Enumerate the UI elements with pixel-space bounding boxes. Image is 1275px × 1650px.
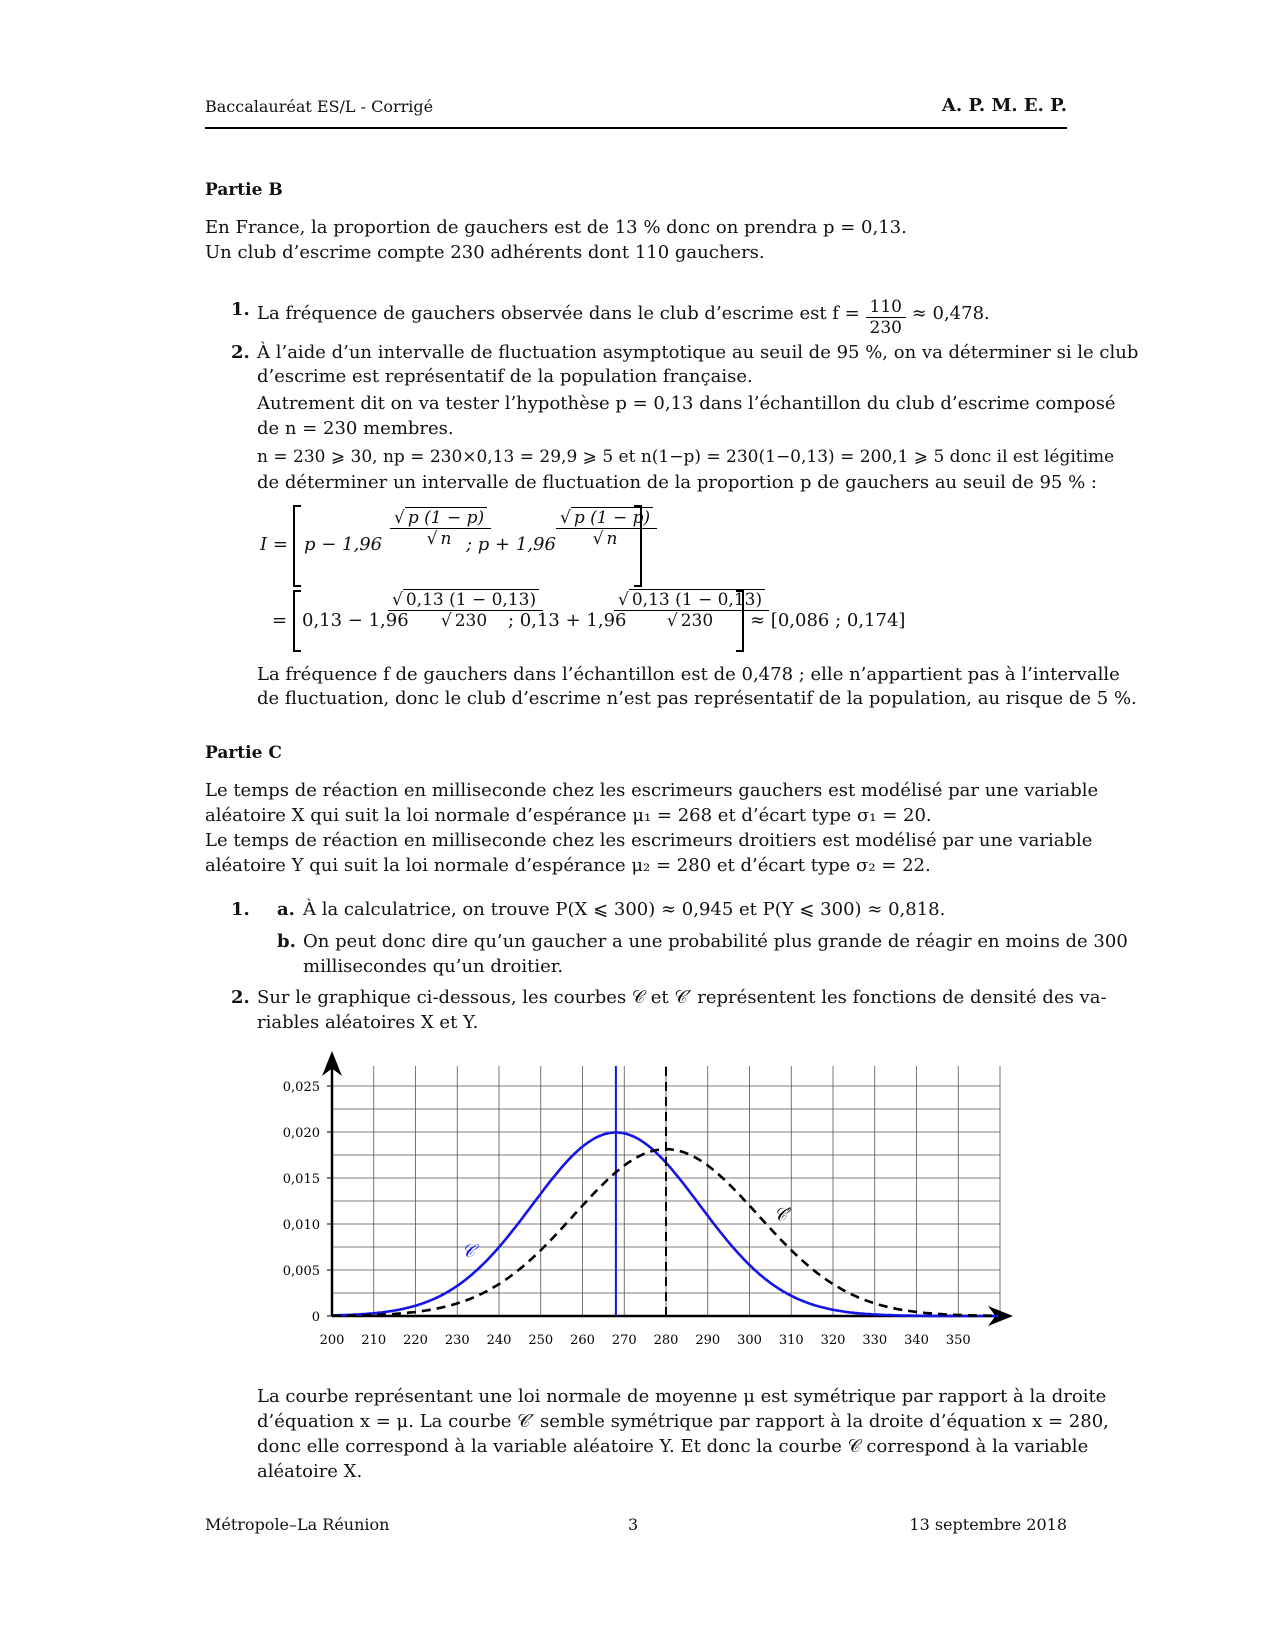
y-tick-label: 0 xyxy=(311,1310,320,1325)
y-tick-label: 0,025 xyxy=(282,1080,320,1095)
x-tick-label: 210 xyxy=(361,1333,387,1348)
frac2-den: n xyxy=(604,528,621,549)
partB-q1-result: ≈ 0,478. xyxy=(911,303,990,324)
partC-conclusion4: aléatoire X. xyxy=(257,1461,363,1482)
formula2-sep: ; 0,13 + 1,96 xyxy=(508,610,627,631)
partB-conclusion2: de fluctuation, donc le club d’escrime n’est pas représentatif de la population, au risque de 5 %. xyxy=(257,688,1137,709)
x-tick-label: 310 xyxy=(778,1333,804,1348)
formula-p-plus: ; p + 1,96 xyxy=(466,534,556,555)
formula-p-minus: p − 1,96 xyxy=(304,534,383,555)
partC-q2-number: 2. xyxy=(231,987,250,1008)
partB-conclusion1: La fréquence f de gauchers dans l’échantillon est de 0,478 ; elle n’appartient pas à l’intervalle xyxy=(257,664,1120,685)
curve-label: 𝒞 xyxy=(461,1240,475,1262)
partC-intro1: Le temps de réaction en milliseconde chez les escrimeurs gauchers est modélisé par une variable xyxy=(205,780,1099,801)
frac1-sqrt: p (1 − p) xyxy=(405,507,487,528)
x-tick-label: 290 xyxy=(695,1333,721,1348)
x-tick-label: 300 xyxy=(737,1333,762,1348)
partB-q2-line1: À l’aide d’un intervalle de fluctuation asymptotique au seuil de 95 %, on va déterminer si le club xyxy=(257,342,1139,363)
partB-q1-text: La fréquence de gauchers observée dans le club d’escrime est f = xyxy=(257,303,860,324)
footer-left: Métropole–La Réunion xyxy=(205,1515,390,1534)
x-tick-label: 330 xyxy=(862,1333,888,1348)
f2-frac2-numerator: √ 0,13 (1 − 0,13) xyxy=(614,590,769,611)
partC-q2-line1: Sur le graphique ci-dessous, les courbes 𝒞 et 𝒞′ représentent les fonctions de densité des va- xyxy=(257,987,1107,1008)
partC-title: Partie C xyxy=(205,743,282,763)
f2-frac2-denominator: √ 230 xyxy=(614,611,769,631)
formula2-result: ≈ [0,086 ; 0,174] xyxy=(750,610,906,631)
frac1-denominator: √ n xyxy=(390,529,491,549)
curve-label: 𝒞′ xyxy=(773,1204,791,1226)
x-tick-label: 320 xyxy=(820,1333,846,1348)
header-left: Baccalauréat ES/L - Corrigé xyxy=(205,97,434,116)
frac2-sqrt: p (1 − p) xyxy=(571,507,653,528)
x-tick-label: 220 xyxy=(403,1333,428,1348)
fraction-numerator: 110 xyxy=(866,297,906,318)
partB-q2-line3: Autrement dit on va tester l’hypothèse p = 0,13 dans l’échantillon du club d’escrime composé xyxy=(257,393,1116,414)
partB-q2-line5: n = 230 ⩾ 30, np = 230×0,13 = 29,9 ⩾ 5 et n(1−p) = 230(1−0,13) = 200,1 ⩾ 5 donc il est légitime xyxy=(257,447,1115,467)
frac2-numerator: √ p (1 − p) xyxy=(556,508,657,529)
frac2-denominator: √ n xyxy=(556,529,657,549)
frac1-numerator: √ p (1 − p) xyxy=(390,508,491,529)
f2-frac2-sqrt: 0,13 (1 − 0,13) xyxy=(629,589,765,610)
partB-intro1: En France, la proportion de gauchers est de 13 % donc on prendra p = 0,13. xyxy=(205,217,907,238)
y-tick-label: 0,020 xyxy=(282,1126,320,1141)
partC-q1a: À la calculatrice, on trouve P(X ⩽ 300) ≈ 0,945 et P(Y ⩽ 300) ≈ 0,818. xyxy=(303,899,946,920)
partC-intro3: Le temps de réaction en milliseconde chez les escrimeurs droitiers est modélisé par une variable xyxy=(205,830,1093,851)
partC-intro2: aléatoire X qui suit la loi normale d’espérance μ₁ = 268 et d’écart type σ₁ = 20. xyxy=(205,805,932,826)
x-tick-label: 200 xyxy=(319,1333,345,1348)
partB-q2-line2: d’escrime est représentatif de la population française. xyxy=(257,366,753,387)
partC-q1-number: 1. xyxy=(231,899,250,920)
f2-frac1-denominator: √ 230 xyxy=(388,611,543,631)
x-tick-label: 280 xyxy=(653,1333,679,1348)
formula-I: I = xyxy=(260,534,288,555)
x-tick-label: 260 xyxy=(570,1333,595,1348)
x-tick-label: 230 xyxy=(444,1333,470,1348)
partC-q1a-label: a. xyxy=(277,899,295,920)
footer-right: 13 septembre 2018 xyxy=(909,1515,1067,1534)
header-right: A. P. M. E. P. xyxy=(941,95,1067,116)
y-tick-label: 0,010 xyxy=(282,1218,320,1233)
partC-q2-line2: riables aléatoires X et Y. xyxy=(257,1012,479,1033)
x-tick-label: 270 xyxy=(611,1333,637,1348)
partC-conclusion3: donc elle correspond à la variable aléatoire Y. Et donc la courbe 𝒞 correspond à la variable xyxy=(257,1436,1089,1457)
y-tick-label: 0,005 xyxy=(282,1264,320,1279)
y-tick-label: 0,015 xyxy=(282,1172,320,1187)
partB-q2-line4: de n = 230 membres. xyxy=(257,418,454,439)
frac1-den: n xyxy=(438,528,455,549)
partB-intro2: Un club d’escrime compte 230 adhérents dont 110 gauchers. xyxy=(205,242,765,263)
partB-title: Partie B xyxy=(205,180,283,200)
page-number: 3 xyxy=(628,1515,639,1534)
partC-conclusion1: La courbe représentant une loi normale de moyenne μ est symétrique par rapport à la droite xyxy=(257,1386,1107,1407)
x-tick-label: 350 xyxy=(945,1333,971,1348)
f2-frac2-den: 230 xyxy=(678,610,716,631)
formula2-a: 0,13 − 1,96 xyxy=(302,610,409,631)
formula2-eq: = xyxy=(272,610,288,631)
partB-q2-line6: de déterminer un intervalle de fluctuation de la proportion p de gauchers au seuil de 95 % : xyxy=(257,472,1097,493)
x-tick-label: 340 xyxy=(904,1333,929,1348)
partB-q1-number: 1. xyxy=(231,299,250,320)
x-tick-label: 240 xyxy=(486,1333,512,1348)
partB-q2-number: 2. xyxy=(231,342,250,363)
partC-q1b-line1: On peut donc dire qu’un gaucher a une probabilité plus grande de réagir en moins de 300 xyxy=(303,931,1128,952)
partC-conclusion2: d’équation x = μ. La courbe 𝒞′ semble symétrique par rapport à la droite d’équation x = 280, xyxy=(257,1411,1109,1432)
partC-q1b-label: b. xyxy=(277,931,296,952)
partC-intro4: aléatoire Y qui suit la loi normale d’espérance μ₂ = 280 et d’écart type σ₂ = 22. xyxy=(205,855,931,876)
x-tick-label: 250 xyxy=(528,1333,554,1348)
partC-q1b-line2: millisecondes qu’un droitier. xyxy=(303,956,564,977)
fraction-denominator: 230 xyxy=(869,318,902,338)
f2-frac1-den: 230 xyxy=(452,610,490,631)
f2-frac1-numerator: √ 0,13 (1 − 0,13) xyxy=(388,590,543,611)
f2-frac1-sqrt: 0,13 (1 − 0,13) xyxy=(403,589,539,610)
